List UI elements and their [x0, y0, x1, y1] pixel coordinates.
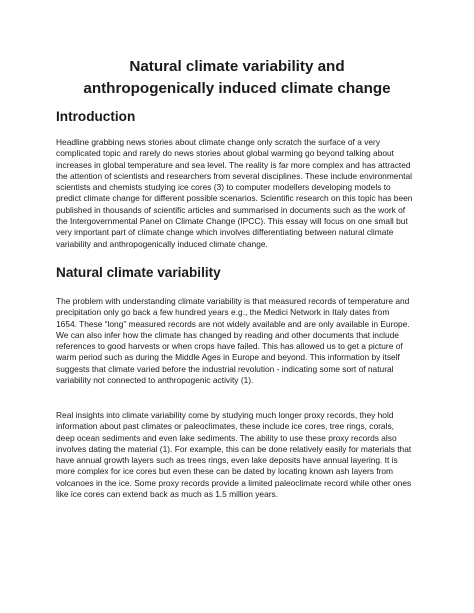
text-line: the attention of scientists and researchers from several disciplines. These include environmental [56, 170, 412, 181]
text-line: The problem with understanding climate variability is that measured records of temperature and [56, 296, 410, 306]
document-title-line-2: anthropogenically induced climate change [83, 80, 391, 97]
text-line: published in thousands of scientific articles and summarised in documents such as the work of [56, 204, 406, 215]
text-line: Headline grabbing news stories about climate change only scratch the surface of a very [56, 137, 381, 147]
text-line: We can also infer how the climate has changed by reading and other documents that include [56, 329, 399, 340]
natural-variability-paragraph-1 [56, 296, 426, 386]
text-line: predict climate change for different possible scenarios. Scientific research on this topic has been [56, 193, 413, 204]
document-title-line-1: Natural climate variability and [129, 58, 345, 75]
section-heading-natural-climate-variability: Natural climate variability [56, 265, 221, 280]
text-line: more complex for ice cores but even these can be dated by locating known ash layers from [56, 466, 394, 477]
text-line: variability not connected to anthropogenic activity (1). [56, 375, 254, 386]
text-line: deep ocean sediments and even lake sediments. The ability to use these proxy records also [56, 432, 397, 443]
text-line: Real insights into climate variability come by studying much longer proxy records, they hold [56, 410, 394, 420]
text-line: very important part of climate change which involves differentiating between natural climate [56, 227, 394, 238]
text-line: 1654. These “long” measured records are not widely available and are only available in Europe. [56, 318, 410, 329]
text-line: references to good harvests or when crops have failed. This has allowed us to get a picture of [56, 341, 403, 352]
text-line: the Intergovernmental Panel on Climate Change (IPCC). This essay will focus on one small but [56, 216, 408, 227]
text-line: precipitation only go back a few hundred years e.g., the Medici Network in Italy dates from [56, 307, 390, 318]
text-line: like ice cores can extend back as much as 1.5 million years. [56, 489, 279, 500]
introduction-paragraph [56, 137, 426, 250]
section-heading-introduction: Introduction [56, 109, 136, 124]
text-line: information about past climates or paleoclimates, these include ice cores, tree rings, corals, [56, 421, 394, 432]
text-line: involves dating the material (1). For example, this can be done relatively easily for materials that [56, 443, 412, 454]
natural-variability-paragraph-2 [56, 410, 426, 500]
text-line: increases in global temperature and sea level. The reality is far more complex and has attracted [56, 159, 411, 170]
text-line: have annual growth layers such as trees rings, even lake deposits have annual layering. It is [56, 455, 398, 466]
text-line: variability and anthropogenically induced climate change. [56, 238, 268, 249]
text-line: scientists and chemists studying ice cores (3) to computer modellers developing models to [56, 182, 391, 193]
text-line: complicated topic and rarely do news stories about global warming go beyond talking about [56, 148, 394, 159]
text-line: warm period such as during the Middle Ages in Europe and beyond. This information by itself [56, 352, 400, 363]
text-line: suggests that climate varied before the industrial revolution - indicating some sort of natural [56, 363, 394, 374]
text-line: volcanoes in the ice. Some proxy records provide a limited paleoclimate record while other ones [56, 477, 412, 488]
